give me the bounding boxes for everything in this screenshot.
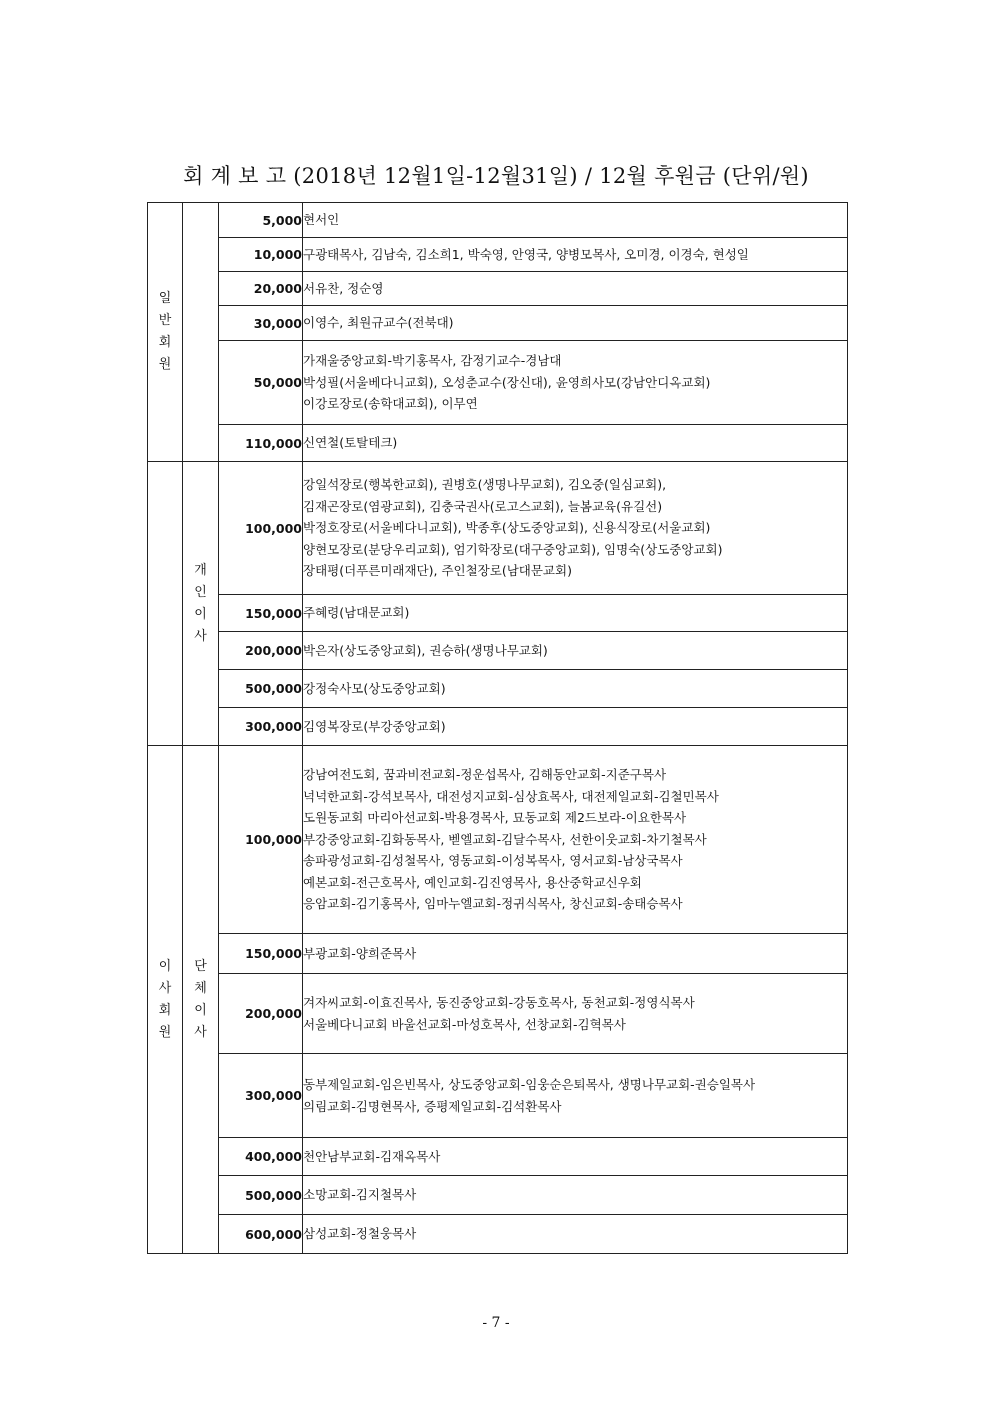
amount-cell: 150,000 xyxy=(219,934,303,974)
table-row xyxy=(148,1176,848,1215)
amount-cell: 100,000 xyxy=(219,746,303,934)
donor-names: 박은자(상도중앙교회), 권승하(생명나무교회) xyxy=(303,632,848,670)
table-row xyxy=(148,746,848,934)
donor-names: 동부제일교회-임은빈목사, 상도중앙교회-임웅순은퇴목사, 생명나무교회-권승일목사 의림교회-김명현목사, 증평제일교회-김석환목사 xyxy=(303,1054,848,1138)
table-row xyxy=(148,595,848,632)
donor-names: 이영수, 최원규교수(전북대) xyxy=(303,306,848,341)
amount-cell: 150,000 xyxy=(219,595,303,632)
group-label-empty xyxy=(148,462,183,746)
amount-cell: 300,000 xyxy=(219,708,303,746)
amount-cell: 50,000 xyxy=(219,341,303,425)
sub-label-individual-directors: 개 인 이 사 xyxy=(183,462,219,746)
donor-names: 강정숙사모(상도중앙교회) xyxy=(303,670,848,708)
table-row xyxy=(148,425,848,462)
amount-cell: 500,000 xyxy=(219,1176,303,1215)
sub-label-empty xyxy=(183,203,219,462)
donor-names: 삼성교회-정철웅목사 xyxy=(303,1215,848,1254)
donor-names: 주혜령(남대문교회) xyxy=(303,595,848,632)
group-label-board-members: 이 사 회 원 xyxy=(148,746,183,1254)
table-row xyxy=(148,632,848,670)
donor-names: 강일석장로(행복한교회), 권병호(생명나무교회), 김오중(일심교회), 김재곤장로(염광교회), 김충국권사(로고스교회), 늘봄교육(유길선) 박정호장로(서울베다니교회), 박종후(상도중앙교회), 신용식장로(서울교회) 양현모장로(분당우리교회), 엄기학장로(대구중앙교회), 임명숙(상도중앙교회) 장태평(더푸른미래재단), 주인철장로(남대문교회) xyxy=(303,462,848,595)
table-row xyxy=(148,1054,848,1138)
amount-cell: 200,000 xyxy=(219,632,303,670)
donor-names: 가재울중앙교회-박기홍목사, 감정기교수-경남대 박성필(서울베다니교회), 오성춘교수(장신대), 윤영희사모(강남안디옥교회) 이강로장로(송학대교회), 이무연 xyxy=(303,341,848,425)
donor-names: 부광교회-양희준목사 xyxy=(303,934,848,974)
donor-names: 소망교회-김지철목사 xyxy=(303,1176,848,1215)
amount-cell: 600,000 xyxy=(219,1215,303,1254)
table-row xyxy=(148,1215,848,1254)
table-row xyxy=(148,1138,848,1176)
table-row xyxy=(148,708,848,746)
table-row xyxy=(148,670,848,708)
table-row xyxy=(148,934,848,974)
amount-cell: 110,000 xyxy=(219,425,303,462)
amount-cell: 20,000 xyxy=(219,272,303,306)
donor-names: 현서인 xyxy=(303,203,848,238)
donor-names: 천안남부교회-김재옥목사 xyxy=(303,1138,848,1176)
donor-names: 김영복장로(부강중앙교회) xyxy=(303,708,848,746)
amount-cell: 200,000 xyxy=(219,974,303,1054)
donor-names: 겨자씨교회-이효진목사, 동진중앙교회-강동호목사, 동천교회-정영식목사 서울베다니교회 바울선교회-마성호목사, 선창교회-김혁목사 xyxy=(303,974,848,1054)
donor-names: 신연철(토탈테크) xyxy=(303,425,848,462)
table-row xyxy=(148,974,848,1054)
amount-cell: 500,000 xyxy=(219,670,303,708)
amount-cell: 30,000 xyxy=(219,306,303,341)
table-row xyxy=(148,238,848,272)
donor-names: 구광태목사, 김남숙, 김소희1, 박숙영, 안영국, 양병모목사, 오미경, 이경숙, 현성일 xyxy=(303,238,848,272)
page-number: - 7 - xyxy=(482,1315,510,1331)
amount-cell: 400,000 xyxy=(219,1138,303,1176)
table-row xyxy=(148,341,848,425)
donation-table xyxy=(147,202,848,1254)
amount-cell: 5,000 xyxy=(219,203,303,238)
amount-cell: 10,000 xyxy=(219,238,303,272)
amount-cell: 100,000 xyxy=(219,462,303,595)
table-row xyxy=(148,462,848,595)
donor-names: 서유찬, 정순영 xyxy=(303,272,848,306)
report-title: 회 계 보 고 (2018년 12월1일-12월31일) / 12월 후원금 (단위/원) xyxy=(183,164,809,188)
table-row xyxy=(148,306,848,341)
donor-names: 강남여전도회, 꿈과비전교회-정운섭목사, 김해동안교회-지준구목사 넉넉한교회-강석보목사, 대전성지교회-심상효목사, 대전제일교회-김철민목사 도원동교회 마리아선교회-박용경목사, 묘동교회 제2드보라-이요한목사 부강중앙교회-김화동목사, 벧엘교회-김달수목사, 선한이웃교회-차기철목사 송파광성교회-김성철목사, 영동교회-이성복목사, 영서교회-남상국목사 예본교회-전근호목사, 예인교회-김진영목사, 용산중학교신우회 응암교회-김기홍목사, 임마누엘교회-정귀식목사, 창신교회-송태승목사 xyxy=(303,746,848,934)
sub-label-group-directors: 단 체 이 사 xyxy=(183,746,219,1254)
table-row xyxy=(148,272,848,306)
amount-cell: 300,000 xyxy=(219,1054,303,1138)
group-label-general-members: 일 반 회 원 xyxy=(148,203,183,462)
table-row xyxy=(148,203,848,238)
